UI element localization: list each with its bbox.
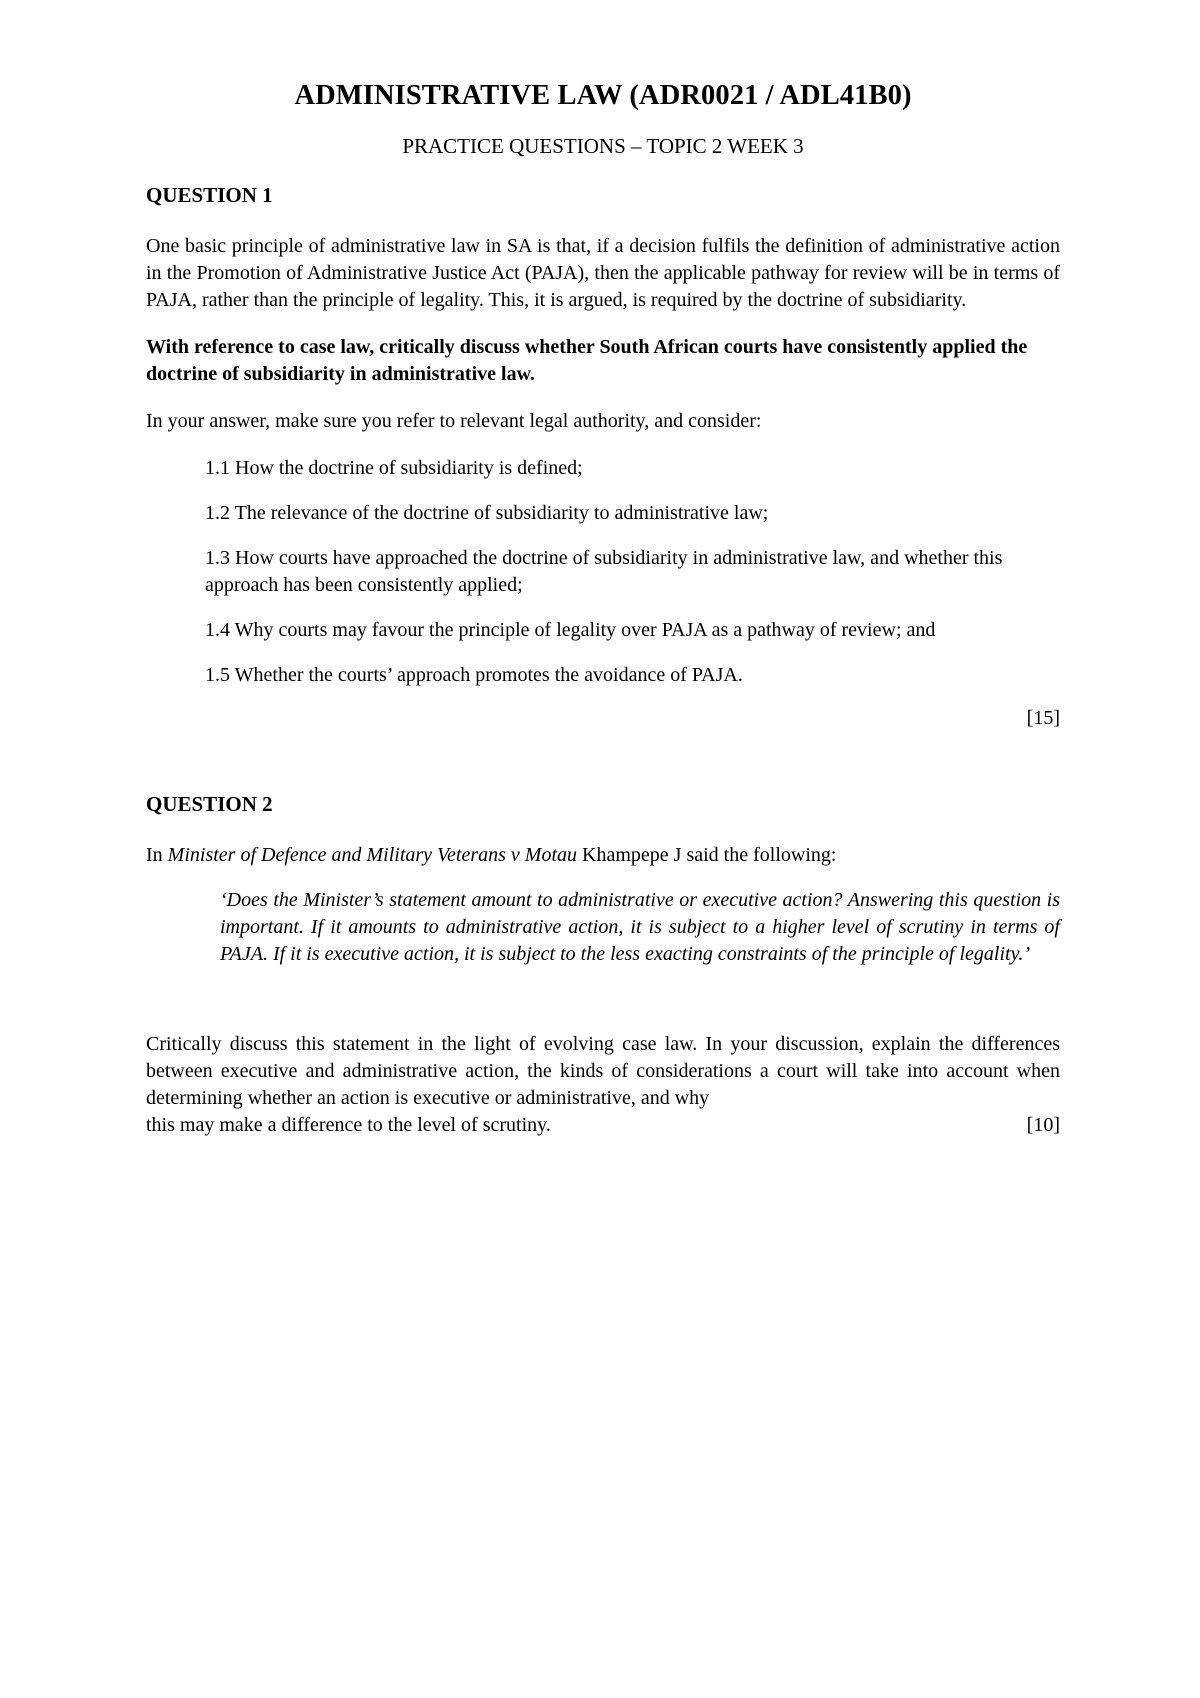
question-2-last-line (146, 1112, 1060, 1139)
question-2-heading: QUESTION 2 (146, 792, 273, 816)
question-2-paragraph (146, 1031, 1060, 1139)
question-2-intro-prefix: In (146, 844, 168, 866)
document-title: ADMINISTRATIVE LAW (ADR0021 / ADL41B0) (294, 80, 912, 111)
question-1-paragraph: One basic principle of administrative law in SA is that, if a decision fulfils the definition of administrative action in the Promotion of Administrative Justice Act (PAJA), then the applicable pathway for review will be in terms of PAJA, rather than the principle of legality. This, it is argued, is required by the doctrine of subsidiarity. (146, 235, 1060, 311)
question-1-instruction: With reference to case law, critically discuss whether South African courts have consistently applied the doctrine of subsidiarity in administrative law. (146, 336, 1028, 385)
question-2-intro-suffix: Khampepe J said the following: (577, 844, 837, 866)
subquestion-1-5: 1.5 Whether the courts’ approach promotes the avoidance of PAJA. (205, 664, 743, 686)
question-2-section (146, 790, 1060, 1139)
document-subtitle: PRACTICE QUESTIONS – TOPIC 2 WEEK 3 (402, 134, 804, 158)
subquestion-1-2: 1.2 The relevance of the doctrine of subsidiarity to administrative law; (205, 502, 769, 524)
question-2-paragraph-main: Critically discuss this statement in the light of evolving case law. In your discussion, explain the differences between executive and administrative action, the kinds of considerations a court will take into account when determining whether an action is executive or administrative, and why (146, 1033, 1060, 1109)
subquestion-1-3: 1.3 How courts have approached the doctrine of subsidiarity in administrative law, and whether this approach has been consistently applied; (205, 547, 1003, 596)
question-2-intro (146, 842, 1060, 869)
question-1-marks: [15] (1026, 707, 1060, 729)
question-2-marks: [10] (1026, 1114, 1060, 1136)
judicial-quote: ‘Does the Minister’s statement amount to administrative or executive action? Answering this question is important. If it amounts to administrative action, it is subject to a higher level of scrutiny in terms of PAJA. If it is executive action, it is subject to the less exacting constraints of the principle of legality.’ (220, 889, 1060, 965)
question-1-heading: QUESTION 1 (146, 183, 273, 207)
question-1-consider-intro: In your answer, make sure you refer to relevant legal authority, and consider: (146, 410, 762, 432)
document-content (146, 78, 1060, 1139)
question-1-subquestions (205, 455, 1060, 689)
subquestion-1-4: 1.4 Why courts may favour the principle of legality over PAJA as a pathway of review; and (205, 619, 936, 641)
question-1-section (146, 181, 1060, 732)
subquestion-1-1: 1.1 How the doctrine of subsidiarity is defined; (205, 457, 583, 479)
question-2-paragraph-end: this may make a difference to the level of scrutiny. (146, 1114, 551, 1136)
case-name: Minister of Defence and Military Veterans v Motau (167, 844, 578, 866)
